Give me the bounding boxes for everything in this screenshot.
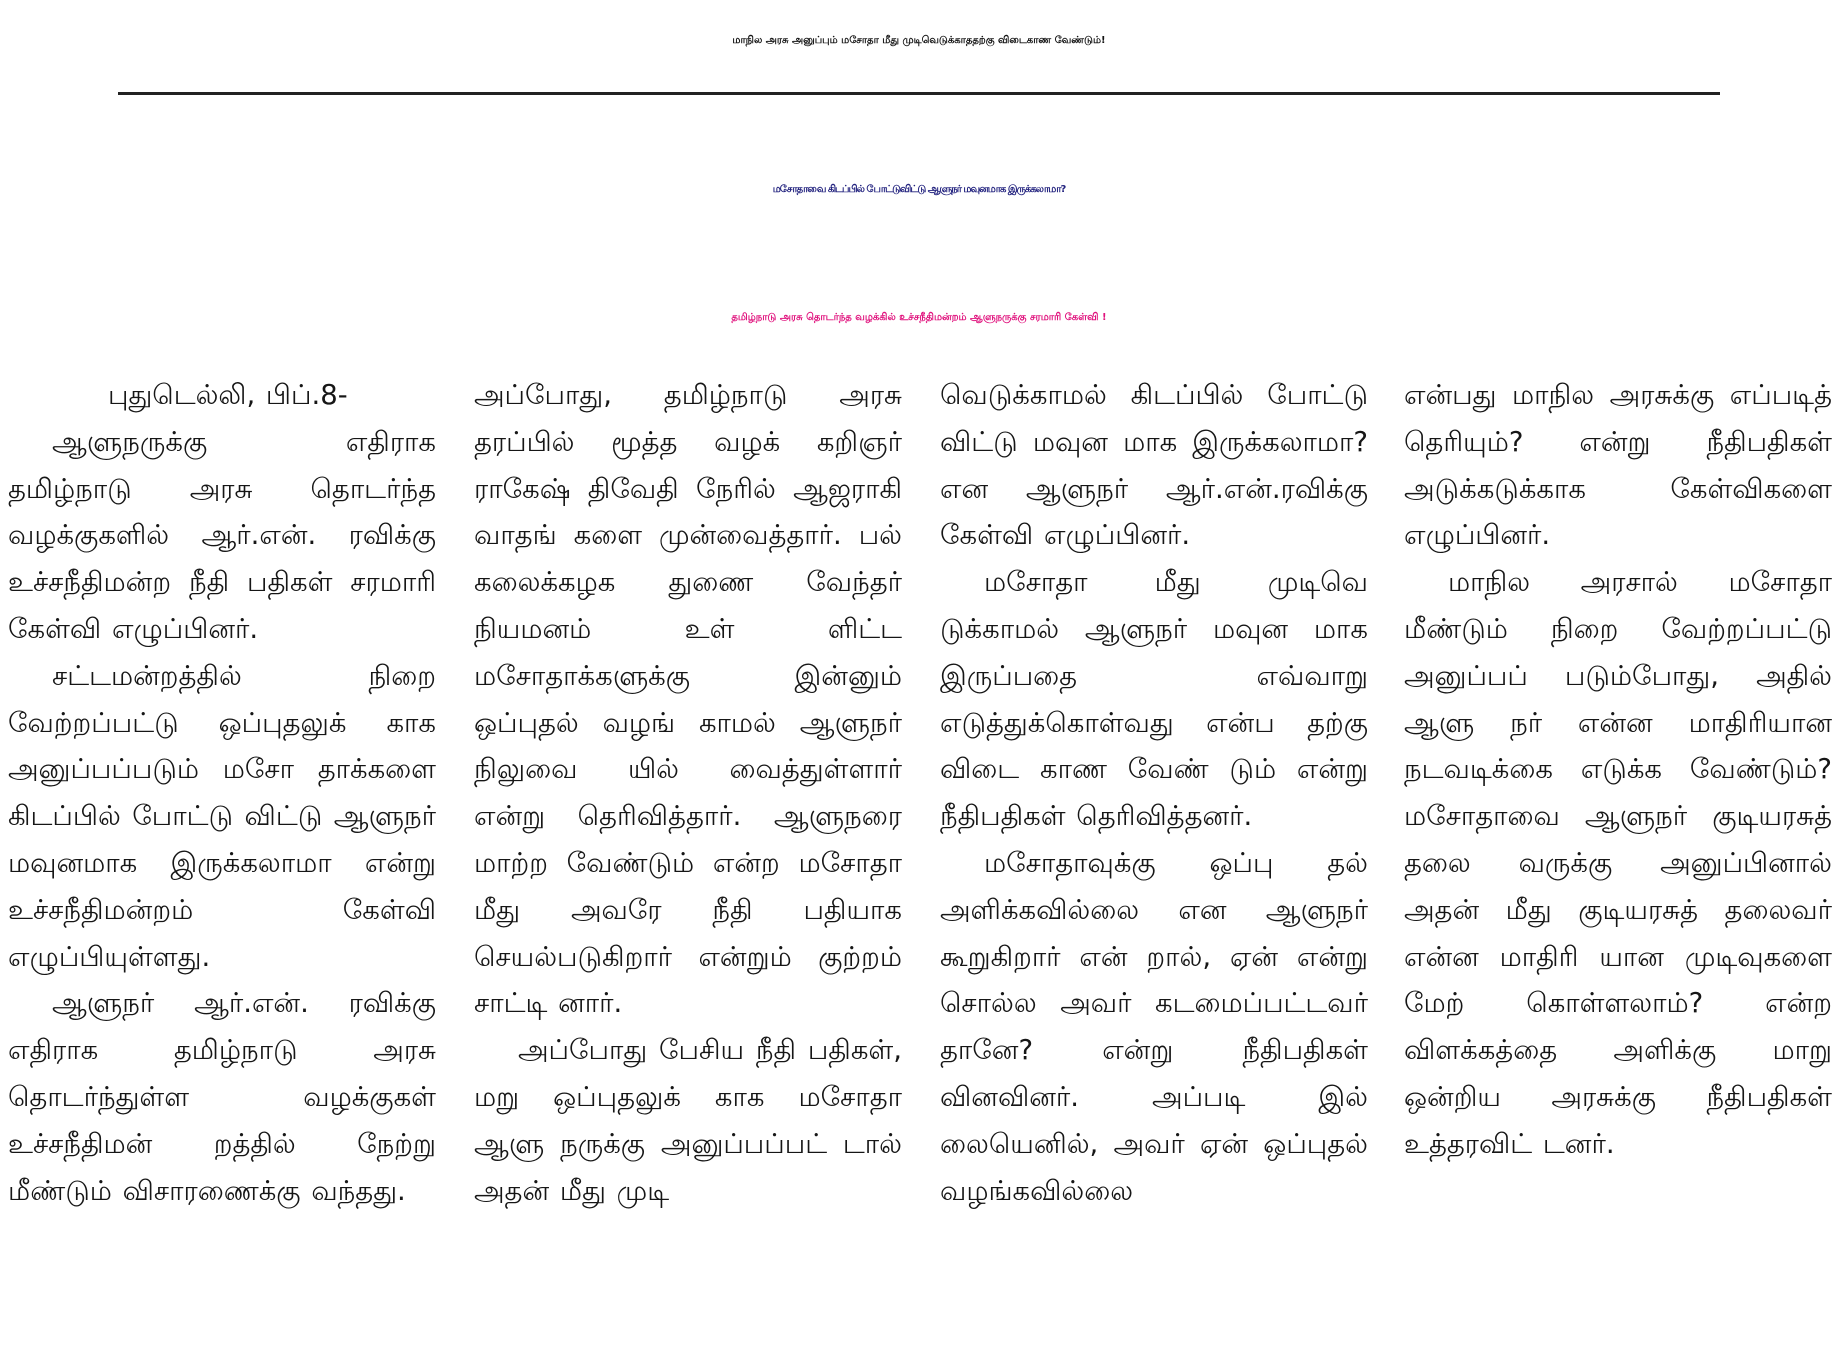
paragraph: வெடுக்காமல் கிடப்பில் போட்டு விட்டு மவுன மாக இருக்கலாமா? என ஆளுநர் ஆர்.என்.ரவிக்கு கேள்வி எழுப்பினர்.: [940, 379, 1368, 552]
column-2: [474, 372, 902, 1356]
main-headline: மசோதாவை கிடப்பில் போட்டுவிட்டு ஆளுநர் மவுனமாக இருக்கலாமா?: [772, 184, 1066, 195]
paragraph: மாநில அரசால் மசோதா மீண்டும் நிறை வேற்றப்பட்டு அனுப்பப் படும்போது, அதில் ஆளு நர் என்ன மாதிரியான நடவடிக்கை எடுக்க வேண்டும்? மசோதாவை ஆளுநர் குடியரசுத் தலை வருக்கு அனுப்பினால் அதன் மீது குடியரசுத் தலைவர் என்ன மாதிரி யான முடிவுகளை மேற் கொள்ளலாம்? என்ற விளக்கத்தை அளிக்கு மாறு ஒன்றிய அரசுக்கு நீதிபதிகள் உத்தரவிட் டனர்.: [1404, 566, 1832, 1160]
kicker-rule: [118, 92, 1720, 95]
paragraph: மசோதாவுக்கு ஒப்பு தல் அளிக்கவில்லை என ஆளுநர் கூறுகிறார் என் றால், ஏன் என்று சொல்ல அவர் கடமைப்பட்டவர் தானே? என்று நீதிபதிகள் வினவினர். அப்படி இல் லையெனில், அவர் ஏன் ஒப்புதல் வழங்கவில்லை: [940, 846, 1368, 1207]
paragraph: என்பது மாநில அரசுக்கு எப்படித் தெரியும்? என்று நீதிபதிகள் அடுக்கடுக்காக கேள்விகளை எழுப்பினர்.: [1404, 379, 1832, 552]
paragraph: அப்போது பேசிய நீதி பதிகள், மறு ஒப்புதலுக் காக மசோதா ஆளு நருக்கு அனுப்பப்பட் டால் அதன் மீது முடி: [474, 1034, 902, 1207]
paragraph: ஆளுநர் ஆர்.என். ரவிக்கு எதிராக தமிழ்நாடு அரசு தொடர்ந்துள்ள வழக்குகள் உச்சநீதிமன் றத்தில் நேற்று மீண்டும் விசாரணைக்கு வந்தது.: [8, 987, 436, 1207]
column-1: [8, 372, 436, 1356]
paragraph: ஆளுநருக்கு எதிராக தமிழ்நாடு அரசு தொடர்ந்த வழக்குகளில் ஆர்.என். ரவிக்கு உச்சநீதிமன்ற நீதி பதிகள் சரமாரி கேள்வி எழுப்பினர்.: [8, 425, 436, 645]
paragraph: அப்போது, தமிழ்நாடு அரசு தரப்பில் மூத்த வழக் கறிஞர் ராகேஷ் திவேதி நேரில் ஆஜராகி வாதங் களை முன்வைத்தார். பல் கலைக்கழக துணை வேந்தர் நியமனம் உள் ளிட்ட மசோதாக்களுக்கு இன்னும் ஒப்புதல் வழங் காமல் ஆளுநர் நிலுவை யில் வைத்துள்ளார் என்று தெரிவித்தார். ஆளுநரை மாற்ற வேண்டும் என்ற மசோதா மீது அவரே நீதி பதியாக செயல்படுகிறார் என்றும் குற்றம் சாட்டி னார்.: [474, 379, 902, 1020]
article-body: [8, 372, 1832, 1356]
column-3: [940, 372, 1368, 1356]
paragraph: மசோதா மீது முடிவெ டுக்காமல் ஆளுநர் மவுன மாக இருப்பதை எவ்வாறு எடுத்துக்கொள்வது என்ப தற்கு விடை காண வேண் டும் என்று நீதிபதிகள் தெரிவித்தனர்.: [940, 566, 1368, 833]
paragraph: சட்டமன்றத்தில் நிறை வேற்றப்பட்டு ஒப்புதலுக் காக அனுப்பப்படும் மசோ தாக்களை கிடப்பில் போட்டு விட்டு ஆளுநர் மவுனமாக இருக்கலாமா என்று உச்சநீதிமன்றம் கேள்வி எழுப்பியுள்ளது.: [8, 659, 436, 973]
dateline: புதுடெல்லி, பிப்.8-: [108, 379, 348, 411]
kicker-headline: மாநில அரசு அனுப்பும் மசோதா மீது முடிவெடுக்காததற்கு விடைகாண வேண்டும்!: [732, 35, 1106, 46]
column-4: [1404, 372, 1832, 1356]
subheadline: தமிழ்நாடு அரசு தொடர்ந்த வழக்கில் உச்சநீதிமன்றம் ஆளுநருக்கு சரமாரி கேள்வி !: [731, 312, 1107, 323]
